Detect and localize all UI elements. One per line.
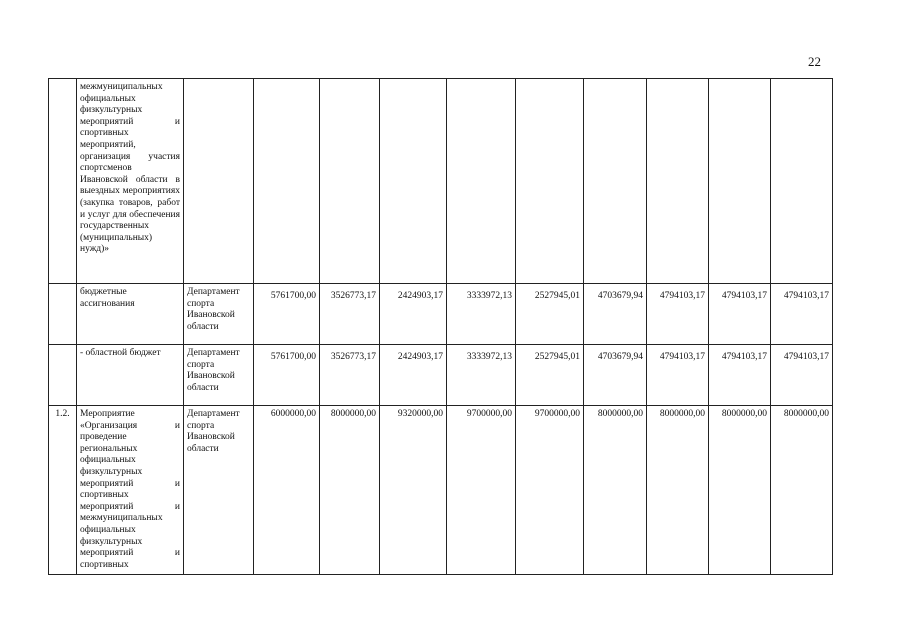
value-cell: 3333972,13 xyxy=(447,345,516,406)
department-cell xyxy=(184,79,254,284)
description-cell: - областной бюджет xyxy=(77,345,184,406)
value-cell: 5761700,00 xyxy=(254,345,320,406)
value-cell: 4703679,94 xyxy=(584,284,647,345)
value-cell xyxy=(447,79,516,284)
value-cell: 8000000,00 xyxy=(709,406,771,575)
value-cell: 4794103,17 xyxy=(647,284,709,345)
value-cell: 4794103,17 xyxy=(709,345,771,406)
value-cell: 9700000,00 xyxy=(516,406,584,575)
value-cell: 5761700,00 xyxy=(254,284,320,345)
page-number: 22 xyxy=(808,54,821,69)
value-cell xyxy=(516,79,584,284)
value-cell: 8000000,00 xyxy=(320,406,380,575)
department-cell: Департамент спорта Ивановской области xyxy=(184,345,254,406)
value-cell: 3333972,13 xyxy=(447,284,516,345)
value-cell xyxy=(647,79,709,284)
value-cell: 2424903,17 xyxy=(380,345,447,406)
table-row xyxy=(49,406,833,575)
value-cell xyxy=(254,79,320,284)
value-cell xyxy=(320,79,380,284)
budget-table xyxy=(48,78,833,575)
value-cell: 8000000,00 xyxy=(771,406,833,575)
value-cell: 8000000,00 xyxy=(647,406,709,575)
department-cell: Департамент спорта Ивановской области xyxy=(184,284,254,345)
value-cell: 3526773,17 xyxy=(320,284,380,345)
value-cell xyxy=(380,79,447,284)
table-row xyxy=(49,79,833,284)
row-number-cell xyxy=(49,284,77,345)
value-cell: 6000000,00 xyxy=(254,406,320,575)
department-cell: Департамент спорта Ивановской области xyxy=(184,406,254,575)
value-cell xyxy=(771,79,833,284)
value-cell: 3526773,17 xyxy=(320,345,380,406)
value-cell: 4794103,17 xyxy=(709,284,771,345)
description-cell: бюджетные ассигнования xyxy=(77,284,184,345)
value-cell: 9320000,00 xyxy=(380,406,447,575)
table-row xyxy=(49,345,833,406)
value-cell: 2527945,01 xyxy=(516,284,584,345)
value-cell: 2527945,01 xyxy=(516,345,584,406)
value-cell: 4794103,17 xyxy=(647,345,709,406)
row-number-cell xyxy=(49,79,77,284)
table-row xyxy=(49,284,833,345)
value-cell: 8000000,00 xyxy=(584,406,647,575)
description-cell: межмуниципальных официальных физкультурных мероприятий и спортивных мероприятий, организация участия спортсменов Ивановской области в выездных мероприятиях (закупка товаров, работ и услуг для обеспечения государственных (муниципальных) нужд)» xyxy=(77,79,184,284)
row-number-cell xyxy=(49,345,77,406)
value-cell: 4794103,17 xyxy=(771,345,833,406)
value-cell: 4703679,94 xyxy=(584,345,647,406)
value-cell: 9700000,00 xyxy=(447,406,516,575)
value-cell: 4794103,17 xyxy=(771,284,833,345)
value-cell xyxy=(584,79,647,284)
value-cell xyxy=(709,79,771,284)
value-cell: 2424903,17 xyxy=(380,284,447,345)
description-cell: Мероприятие «Организация и проведение региональных официальных физкультурных мероприятий и спортивных мероприятий и межмуниципальных официальных физкультурных мероприятий и спортивных xyxy=(77,406,184,575)
row-number-cell: 1.2. xyxy=(49,406,77,575)
